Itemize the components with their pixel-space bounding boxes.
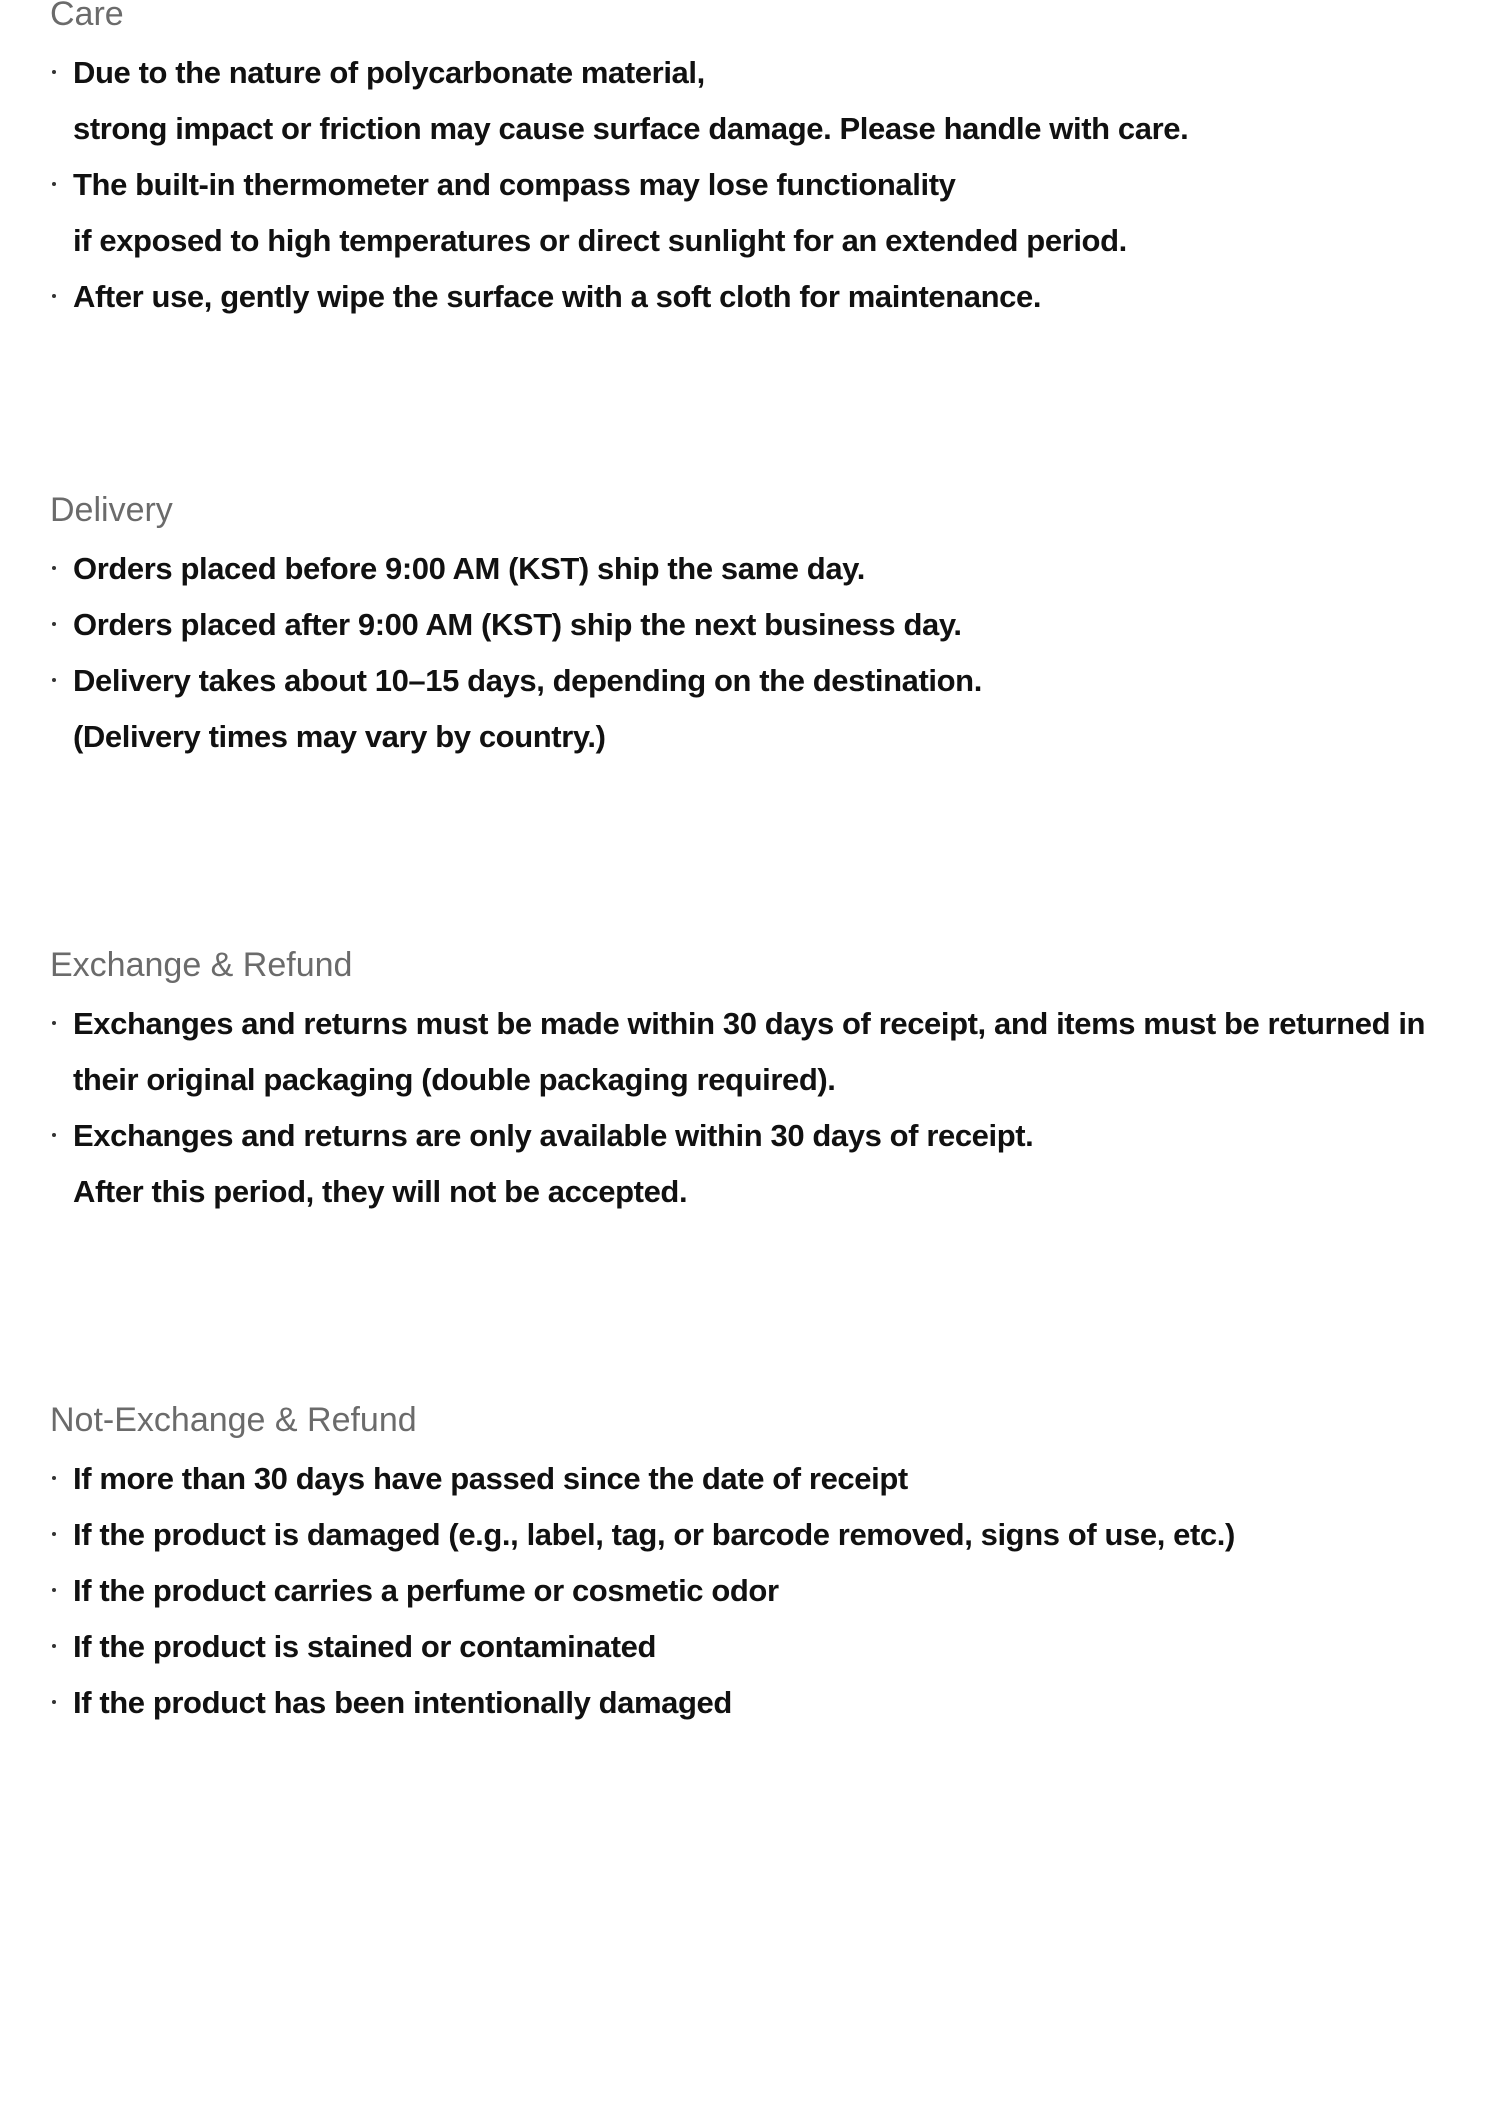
not-exchange-refund-section (50, 1400, 1470, 1720)
bullet-dot-icon (50, 996, 64, 1052)
item-text-line: Due to the nature of polycarbonate material, (73, 55, 705, 90)
item-text-line: The built-in thermometer and compass may lose functionality (73, 167, 956, 202)
list-item (50, 45, 1470, 157)
item-text-line: if exposed to high temperatures or direct sunlight for an extended period. (73, 223, 1127, 258)
bullet-dot-icon (50, 1507, 64, 1563)
list-item (50, 157, 1470, 269)
item-text-line: Orders placed before 9:00 AM (KST) ship the same day. (73, 551, 865, 586)
bullet-dot-icon (50, 45, 64, 101)
list-item (50, 269, 1470, 325)
bullet-dot-icon (50, 597, 64, 653)
bullet-dot-icon (50, 1108, 64, 1164)
list-item (50, 1108, 1470, 1220)
care-list (50, 45, 1470, 325)
list-item (50, 1507, 1470, 1563)
bullet-dot-icon (50, 653, 64, 709)
item-text-line: Exchanges and returns are only available within 30 days of receipt. (73, 1118, 1034, 1153)
item-text-line: If more than 30 days have passed since the date of receipt (73, 1461, 908, 1496)
bullet-dot-icon (50, 541, 64, 597)
item-text-line: If the product carries a perfume or cosmetic odor (73, 1573, 779, 1608)
list-item (50, 1675, 1470, 1731)
care-section (50, 0, 1470, 314)
item-text-line: Delivery takes about 10–15 days, depending on the destination. (73, 663, 982, 698)
list-item (50, 1619, 1470, 1675)
item-text-line: After this period, they will not be accepted. (73, 1174, 688, 1209)
bullet-dot-icon (50, 1619, 64, 1675)
item-text-line: their original packaging (double packaging required). (73, 1062, 836, 1097)
section-title: Exchange & Refund (50, 946, 353, 984)
bullet-dot-icon (50, 269, 64, 325)
bullet-dot-icon (50, 1563, 64, 1619)
bullet-dot-icon (50, 1675, 64, 1731)
not-exchange-refund-list (50, 1451, 1470, 1731)
list-item (50, 1451, 1470, 1507)
list-item (50, 597, 1470, 653)
section-title: Care (50, 0, 124, 33)
exchange-refund-section (50, 945, 1470, 1209)
list-item (50, 996, 1470, 1108)
item-text-line: Exchanges and returns must be made within 30 days of receipt, and items must be returned in (73, 1006, 1426, 1041)
bullet-dot-icon (50, 1451, 64, 1507)
item-text-line: Orders placed after 9:00 AM (KST) ship the next business day. (73, 607, 962, 642)
item-text-line: (Delivery times may vary by country.) (73, 719, 606, 754)
bullet-dot-icon (50, 157, 64, 213)
item-text-line: If the product has been intentionally damaged (73, 1685, 732, 1720)
list-item (50, 541, 1470, 597)
item-text-line: If the product is damaged (e.g., label, tag, or barcode removed, signs of use, etc.) (73, 1517, 1235, 1552)
item-text-line: strong impact or friction may cause surface damage. Please handle with care. (73, 111, 1189, 146)
delivery-list (50, 541, 1470, 765)
list-item (50, 1563, 1470, 1619)
item-text-line: After use, gently wipe the surface with a soft cloth for maintenance. (73, 279, 1042, 314)
item-text-line: If the product is stained or contaminated (73, 1629, 656, 1664)
section-title: Not-Exchange & Refund (50, 1401, 417, 1439)
delivery-section (50, 490, 1470, 754)
list-item (50, 653, 1470, 765)
section-title: Delivery (50, 491, 173, 529)
exchange-refund-list (50, 996, 1470, 1220)
